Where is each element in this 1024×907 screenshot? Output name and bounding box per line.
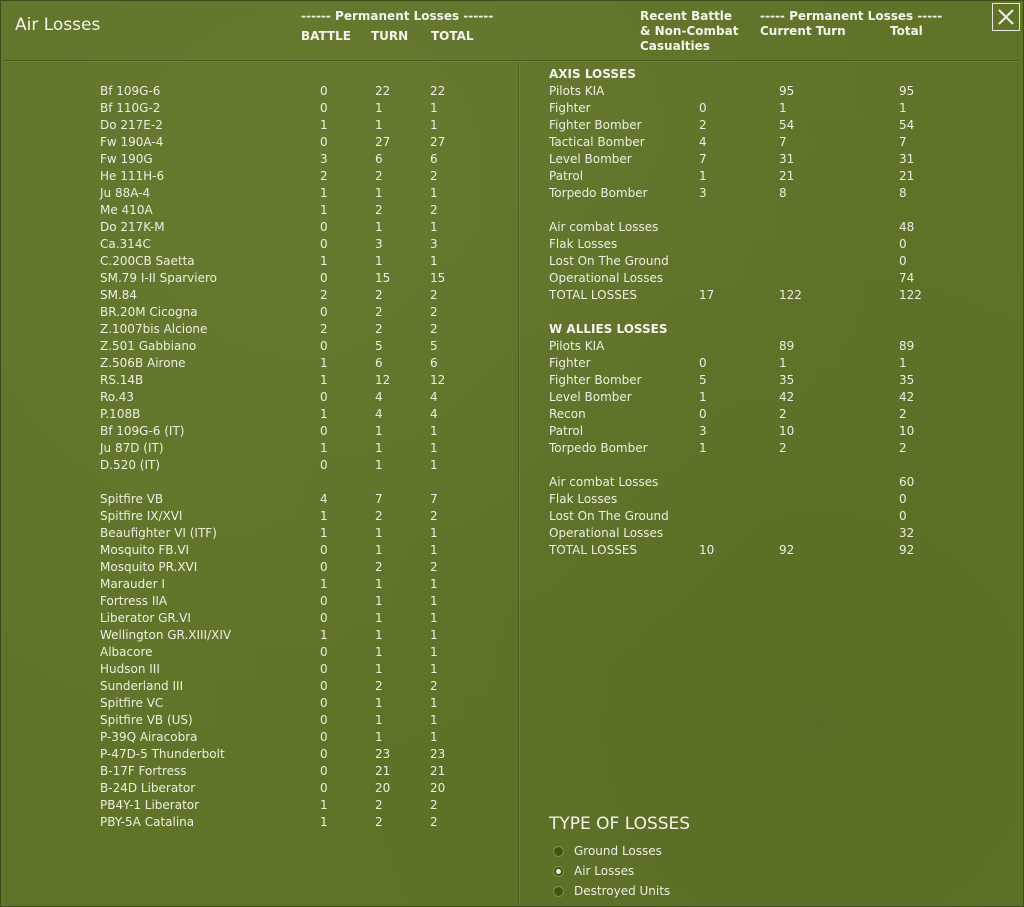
turn-value: 1 xyxy=(375,696,383,710)
total-value: 10 xyxy=(899,424,915,438)
turn-value: 3 xyxy=(375,237,383,251)
turn-value: 15 xyxy=(375,271,391,285)
header-recent-3: Casualties xyxy=(640,39,710,53)
current-turn-value: 89 xyxy=(779,339,795,353)
turn-value: 2 xyxy=(375,169,383,183)
battle-value: 0 xyxy=(320,458,328,472)
aircraft-name: Ju 87D (IT) xyxy=(100,441,164,455)
aircraft-name: Fw 190A-4 xyxy=(100,135,164,149)
turn-value: 1 xyxy=(375,118,383,132)
total-value: 2 xyxy=(899,441,907,455)
recent-value: 4 xyxy=(699,135,707,149)
turn-value: 1 xyxy=(375,594,383,608)
loss-category: Level Bomber xyxy=(549,390,632,404)
total-value: 42 xyxy=(899,390,915,404)
battle-value: 0 xyxy=(320,594,328,608)
turn-value: 1 xyxy=(375,730,383,744)
aircraft-name: Beaufighter VI (ITF) xyxy=(100,526,217,540)
battle-value: 0 xyxy=(320,220,328,234)
total-value: 23 xyxy=(430,747,446,761)
aircraft-name: PBY-5A Catalina xyxy=(100,815,195,829)
loss-type-option[interactable] xyxy=(553,864,634,878)
loss-type-label: Air Losses xyxy=(574,864,635,878)
total-value: 1 xyxy=(430,441,438,455)
turn-value: 1 xyxy=(375,645,383,659)
turn-value: 6 xyxy=(375,356,383,370)
total-value: 1 xyxy=(430,645,438,659)
aircraft-name: BR.20M Cicogna xyxy=(100,305,198,319)
aircraft-name: D.520 (IT) xyxy=(100,458,161,472)
aircraft-name: Mosquito PR.XVI xyxy=(100,560,198,574)
aircraft-name: PB4Y-1 Liberator xyxy=(100,798,200,812)
loss-category: Operational Losses xyxy=(549,271,664,285)
battle-value: 0 xyxy=(320,781,328,795)
current-turn-value: 31 xyxy=(779,152,795,166)
aircraft-name: Do 217E-2 xyxy=(100,118,163,132)
left-header-group: ------ Permanent Losses ------ xyxy=(301,9,494,23)
loss-category: Fighter xyxy=(549,101,591,115)
loss-category: Level Bomber xyxy=(549,152,632,166)
current-turn-value: 2 xyxy=(779,407,787,421)
total-value: 0 xyxy=(899,254,907,268)
recent-value: 0 xyxy=(699,407,707,421)
section-title: W ALLIES LOSSES xyxy=(549,322,668,336)
aircraft-name: Spitfire IX/XVI xyxy=(100,509,183,523)
turn-value: 5 xyxy=(375,339,383,353)
total-value: 4 xyxy=(430,407,438,421)
total-value: 1 xyxy=(430,254,438,268)
turn-value: 1 xyxy=(375,611,383,625)
aircraft-name: Z.506B Airone xyxy=(100,356,186,370)
battle-value: 0 xyxy=(320,764,328,778)
turn-value: 2 xyxy=(375,509,383,523)
turn-value: 7 xyxy=(375,492,383,506)
total-value: 1 xyxy=(899,101,907,115)
current-turn-value: 1 xyxy=(779,101,787,115)
radio-button-icon[interactable] xyxy=(553,866,564,877)
turn-value: 21 xyxy=(375,764,391,778)
header-recent-2: & Non-Combat xyxy=(640,24,739,38)
turn-value: 4 xyxy=(375,407,383,421)
total-value: 21 xyxy=(430,764,446,778)
battle-value: 0 xyxy=(320,305,328,319)
battle-value: 1 xyxy=(320,186,328,200)
total-value: 2 xyxy=(430,560,438,574)
loss-category: Torpedo Bomber xyxy=(549,441,648,455)
current-turn-value: 42 xyxy=(779,390,795,404)
total-value: 2 xyxy=(430,305,438,319)
current-turn-value: 8 xyxy=(779,186,787,200)
loss-category: Operational Losses xyxy=(549,526,664,540)
recent-value: 3 xyxy=(699,424,707,438)
battle-value: 1 xyxy=(320,254,328,268)
aircraft-name: Fortress IIA xyxy=(100,594,168,608)
battle-value: 1 xyxy=(320,356,328,370)
turn-value: 2 xyxy=(375,322,383,336)
total-value: 7 xyxy=(899,135,907,149)
battle-value: 1 xyxy=(320,526,328,540)
turn-value: 1 xyxy=(375,713,383,727)
total-value: 1 xyxy=(430,594,438,608)
header-battle: BATTLE xyxy=(301,29,351,43)
total-value: 2 xyxy=(430,679,438,693)
total-value: 89 xyxy=(899,339,915,353)
close-icon xyxy=(997,8,1015,26)
battle-value: 0 xyxy=(320,543,328,557)
total-value: 2 xyxy=(899,407,907,421)
battle-value: 0 xyxy=(320,271,328,285)
turn-value: 12 xyxy=(375,373,391,387)
total-value: 2 xyxy=(430,798,438,812)
total-value: 2 xyxy=(430,509,438,523)
battle-value: 1 xyxy=(320,798,328,812)
recent-value: 0 xyxy=(699,101,707,115)
loss-category: Lost On The Ground xyxy=(549,254,669,268)
battle-value: 0 xyxy=(320,645,328,659)
radio-button-icon[interactable] xyxy=(553,846,564,857)
total-value: 12 xyxy=(430,373,446,387)
turn-value: 2 xyxy=(375,560,383,574)
header-total: TOTAL xyxy=(431,29,474,43)
radio-button-icon[interactable] xyxy=(553,886,564,897)
aircraft-name: Bf 109G-6 (IT) xyxy=(100,424,185,438)
current-turn-value: 1 xyxy=(779,356,787,370)
battle-value: 1 xyxy=(320,815,328,829)
total-value: 0 xyxy=(899,237,907,251)
loss-category: Air combat Losses xyxy=(549,220,659,234)
turn-value: 23 xyxy=(375,747,391,761)
turn-value: 1 xyxy=(375,577,383,591)
loss-category: Fighter Bomber xyxy=(549,118,642,132)
loss-category: Flak Losses xyxy=(549,492,618,506)
battle-value: 2 xyxy=(320,169,328,183)
total-value: 4 xyxy=(430,390,438,404)
aircraft-name: P-47D-5 Thunderbolt xyxy=(100,747,225,761)
total-value: 6 xyxy=(430,356,438,370)
column-divider xyxy=(518,62,520,905)
aircraft-name: Liberator GR.VI xyxy=(100,611,191,625)
loss-category: Fighter xyxy=(549,356,591,370)
header-right-total: Total xyxy=(890,24,923,38)
loss-category: TOTAL LOSSES xyxy=(549,543,638,557)
aircraft-name: B-24D Liberator xyxy=(100,781,196,795)
total-value: 27 xyxy=(430,135,446,149)
battle-value: 4 xyxy=(320,492,328,506)
turn-value: 1 xyxy=(375,424,383,438)
total-value: 1 xyxy=(430,118,438,132)
aircraft-name: SM.84 xyxy=(100,288,138,302)
turn-value: 1 xyxy=(375,441,383,455)
turn-value: 2 xyxy=(375,798,383,812)
turn-value: 1 xyxy=(375,220,383,234)
aircraft-name: Hudson III xyxy=(100,662,160,676)
aircraft-name: Do 217K-M xyxy=(100,220,165,234)
battle-value: 0 xyxy=(320,611,328,625)
total-value: 20 xyxy=(430,781,446,795)
recent-value: 1 xyxy=(699,390,707,404)
total-value: 21 xyxy=(899,169,915,183)
turn-value: 1 xyxy=(375,186,383,200)
total-value: 8 xyxy=(899,186,907,200)
battle-value: 0 xyxy=(320,662,328,676)
window-title: Air Losses xyxy=(15,15,101,35)
battle-value: 3 xyxy=(320,152,328,166)
total-value: 1 xyxy=(430,526,438,540)
turn-value: 1 xyxy=(375,458,383,472)
loss-category: Fighter Bomber xyxy=(549,373,642,387)
total-value: 1 xyxy=(430,696,438,710)
aircraft-name: B-17F Fortress xyxy=(100,764,187,778)
total-value: 1 xyxy=(430,458,438,472)
total-value: 1 xyxy=(430,543,438,557)
battle-value: 1 xyxy=(320,509,328,523)
loss-category: TOTAL LOSSES xyxy=(549,288,638,302)
loss-category: Lost On The Ground xyxy=(549,509,669,523)
total-value: 1 xyxy=(430,611,438,625)
total-value: 1 xyxy=(430,186,438,200)
recent-value: 7 xyxy=(699,152,707,166)
total-value: 1 xyxy=(899,356,907,370)
aircraft-name: P.108B xyxy=(100,407,141,421)
total-value: 1 xyxy=(430,713,438,727)
aircraft-name: Ca.314C xyxy=(100,237,151,251)
loss-category: Air combat Losses xyxy=(549,475,659,489)
aircraft-name: Bf 110G-2 xyxy=(100,101,161,115)
aircraft-name: Spitfire VB xyxy=(100,492,164,506)
loss-type-option[interactable] xyxy=(553,884,670,898)
aircraft-name: Spitfire VB (US) xyxy=(100,713,193,727)
total-value: 2 xyxy=(430,322,438,336)
recent-value: 3 xyxy=(699,186,707,200)
turn-value: 1 xyxy=(375,254,383,268)
current-turn-value: 35 xyxy=(779,373,795,387)
loss-type-option[interactable] xyxy=(553,844,662,858)
loss-category: Pilots KIA xyxy=(549,339,605,353)
total-value: 6 xyxy=(430,152,438,166)
turn-value: 2 xyxy=(375,288,383,302)
battle-value: 0 xyxy=(320,713,328,727)
total-value: 15 xyxy=(430,271,446,285)
battle-value: 2 xyxy=(320,288,328,302)
aircraft-name: RS.14B xyxy=(100,373,144,387)
recent-value: 1 xyxy=(699,169,707,183)
loss-category: Pilots KIA xyxy=(549,84,605,98)
battle-value: 0 xyxy=(320,747,328,761)
turn-value: 1 xyxy=(375,101,383,115)
aircraft-name: Wellington GR.XIII/XIV xyxy=(100,628,232,642)
total-value: 1 xyxy=(430,577,438,591)
turn-value: 27 xyxy=(375,135,391,149)
total-value: 22 xyxy=(430,84,446,98)
current-turn-value: 10 xyxy=(779,424,795,438)
battle-value: 0 xyxy=(320,730,328,744)
type-of-losses-title: TYPE OF LOSSES xyxy=(549,814,691,834)
current-turn-value: 54 xyxy=(779,118,795,132)
total-value: 7 xyxy=(430,492,438,506)
total-value: 5 xyxy=(430,339,438,353)
turn-value: 1 xyxy=(375,543,383,557)
aircraft-name: Albacore xyxy=(100,645,153,659)
turn-value: 1 xyxy=(375,628,383,642)
loss-category: Flak Losses xyxy=(549,237,618,251)
header-recent-1: Recent Battle xyxy=(640,9,733,23)
current-turn-value: 122 xyxy=(779,288,802,302)
battle-value: 1 xyxy=(320,628,328,642)
aircraft-name: Spitfire VC xyxy=(100,696,164,710)
total-value: 31 xyxy=(899,152,915,166)
battle-value: 0 xyxy=(320,679,328,693)
close-button[interactable] xyxy=(992,3,1020,31)
aircraft-name: Me 410A xyxy=(100,203,153,217)
recent-value: 0 xyxy=(699,356,707,370)
total-value: 1 xyxy=(430,730,438,744)
battle-value: 0 xyxy=(320,339,328,353)
total-value: 60 xyxy=(899,475,915,489)
aircraft-name: Ro.43 xyxy=(100,390,135,404)
total-value: 122 xyxy=(899,288,922,302)
aircraft-name: Z.501 Gabbiano xyxy=(100,339,197,353)
current-turn-value: 21 xyxy=(779,169,795,183)
aircraft-name: He 111H-6 xyxy=(100,169,165,183)
battle-value: 0 xyxy=(320,101,328,115)
turn-value: 2 xyxy=(375,815,383,829)
battle-value: 0 xyxy=(320,560,328,574)
loss-type-label: Destroyed Units xyxy=(574,884,671,898)
aircraft-name: C.200CB Saetta xyxy=(100,254,195,268)
turn-value: 6 xyxy=(375,152,383,166)
header-turn: TURN xyxy=(371,29,409,43)
aircraft-name: P-39Q Airacobra xyxy=(100,730,198,744)
current-turn-value: 2 xyxy=(779,441,787,455)
loss-category: Tactical Bomber xyxy=(549,135,645,149)
turn-value: 22 xyxy=(375,84,391,98)
battle-value: 0 xyxy=(320,84,328,98)
loss-category: Recon xyxy=(549,407,586,421)
header-current-turn: Current Turn xyxy=(760,24,846,38)
total-value: 3 xyxy=(430,237,438,251)
battle-value: 0 xyxy=(320,237,328,251)
battle-value: 2 xyxy=(320,322,328,336)
battle-value: 1 xyxy=(320,118,328,132)
recent-value: 17 xyxy=(699,288,715,302)
aircraft-name: Marauder I xyxy=(100,577,165,591)
total-value: 48 xyxy=(899,220,915,234)
loss-category: Torpedo Bomber xyxy=(549,186,648,200)
aircraft-name: Ju 88A-4 xyxy=(100,186,151,200)
total-value: 2 xyxy=(430,203,438,217)
battle-value: 0 xyxy=(320,390,328,404)
battle-value: 0 xyxy=(320,424,328,438)
turn-value: 1 xyxy=(375,662,383,676)
turn-value: 1 xyxy=(375,526,383,540)
total-value: 35 xyxy=(899,373,915,387)
total-value: 2 xyxy=(430,169,438,183)
total-value: 2 xyxy=(430,815,438,829)
current-turn-value: 7 xyxy=(779,135,787,149)
recent-value: 5 xyxy=(699,373,707,387)
turn-value: 20 xyxy=(375,781,391,795)
battle-value: 0 xyxy=(320,696,328,710)
total-value: 1 xyxy=(430,662,438,676)
aircraft-name: SM.79 I-II Sparviero xyxy=(100,271,217,285)
total-value: 1 xyxy=(430,101,438,115)
total-value: 74 xyxy=(899,271,915,285)
total-value: 95 xyxy=(899,84,915,98)
loss-category: Patrol xyxy=(549,424,584,438)
aircraft-name: Bf 109G-6 xyxy=(100,84,161,98)
aircraft-name: Sunderland III xyxy=(100,679,184,693)
recent-value: 10 xyxy=(699,543,715,557)
loss-category: Patrol xyxy=(549,169,584,183)
total-value: 1 xyxy=(430,424,438,438)
turn-value: 2 xyxy=(375,203,383,217)
loss-type-label: Ground Losses xyxy=(574,844,662,858)
battle-value: 1 xyxy=(320,203,328,217)
battle-value: 1 xyxy=(320,373,328,387)
turn-value: 2 xyxy=(375,305,383,319)
total-value: 0 xyxy=(899,509,907,523)
recent-value: 1 xyxy=(699,441,707,455)
total-value: 54 xyxy=(899,118,915,132)
battle-value: 1 xyxy=(320,407,328,421)
battle-value: 0 xyxy=(320,135,328,149)
total-value: 1 xyxy=(430,220,438,234)
turn-value: 4 xyxy=(375,390,383,404)
turn-value: 2 xyxy=(375,679,383,693)
current-turn-value: 95 xyxy=(779,84,795,98)
total-value: 1 xyxy=(430,628,438,642)
section-title: AXIS LOSSES xyxy=(549,67,636,81)
total-value: 2 xyxy=(430,288,438,302)
recent-value: 2 xyxy=(699,118,707,132)
battle-value: 1 xyxy=(320,441,328,455)
battle-value: 1 xyxy=(320,577,328,591)
current-turn-value: 92 xyxy=(779,543,795,557)
aircraft-name: Fw 190G xyxy=(100,152,153,166)
header-divider xyxy=(3,60,1019,62)
total-value: 0 xyxy=(899,492,907,506)
aircraft-name: Z.1007bis Alcione xyxy=(100,322,208,336)
total-value: 92 xyxy=(899,543,915,557)
aircraft-name: Mosquito FB.VI xyxy=(100,543,190,557)
total-value: 32 xyxy=(899,526,915,540)
right-header-group: ----- Permanent Losses ----- xyxy=(760,9,943,23)
